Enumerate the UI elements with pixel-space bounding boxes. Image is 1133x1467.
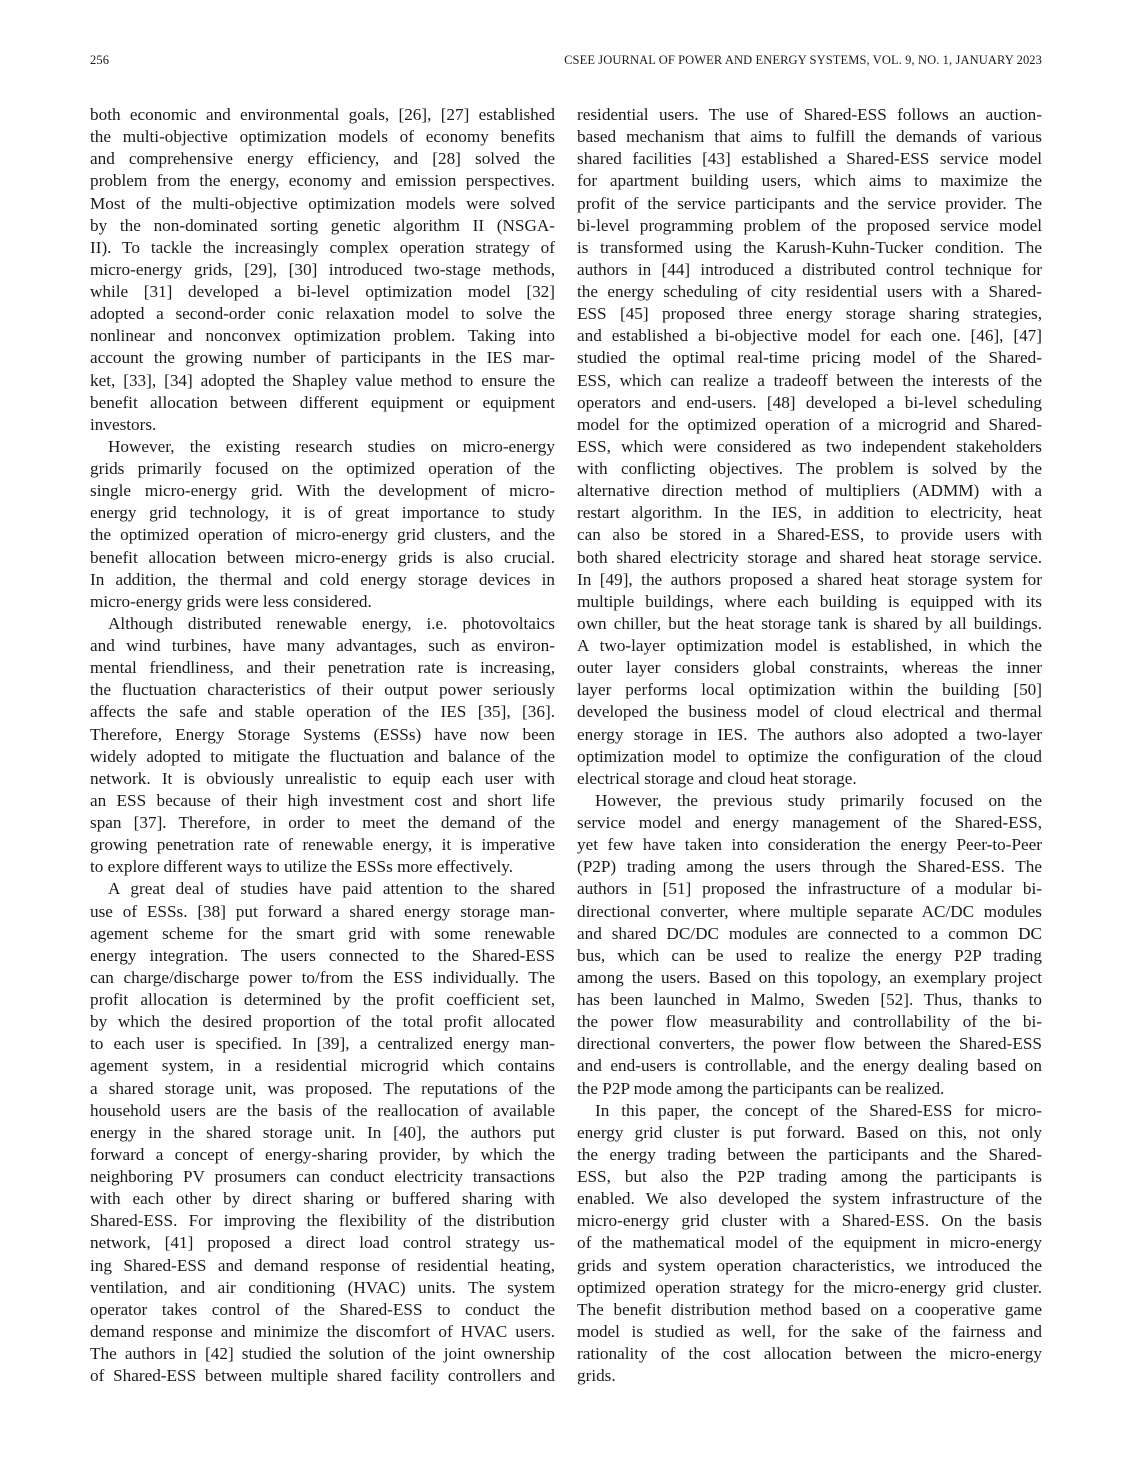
text-line: of Shared-ESS between multiple shared facility controllers and: [90, 1366, 555, 1386]
text-line: (P2P) trading among the users through the Shared-ESS. The: [577, 857, 1042, 877]
text-line: Shared-ESS. For improving the flexibility of the distribution: [90, 1211, 555, 1231]
text-line: bus, which can be used to realize the energy P2P trading: [577, 945, 1042, 965]
text-line: The authors in [42] studied the solution of the joint ownership: [90, 1344, 555, 1363]
text-line: profit of the service participants and the service provider. The: [577, 193, 1042, 213]
paragraph: [90, 878, 555, 1387]
text-line: the power flow measurability and controllability of the bi-: [577, 1012, 1042, 1032]
text-line: benefit allocation between micro-energy grids is also crucial.: [90, 547, 555, 567]
text-line: Therefore, Energy Storage Systems (ESSs) have now been: [90, 724, 555, 744]
text-line: agement scheme for the smart grid with some renewable: [90, 923, 555, 943]
text-line: to each user is specified. In [39], a centralized energy man-: [90, 1034, 555, 1054]
text-line: mental friendliness, and their penetration rate is increasing,: [90, 658, 555, 678]
text-line: authors in [44] introduced a distributed control technique for: [577, 259, 1042, 279]
text-line: directional converters, the power flow between the Shared-ESS: [577, 1034, 1042, 1054]
text-line: energy integration. The users connected to the Shared-ESS: [90, 945, 555, 965]
text-line: layer performs local optimization within the building [50]: [577, 680, 1042, 700]
text-line: shared facilities [43] established a Shared-ESS service model: [577, 149, 1042, 169]
paragraph: [577, 790, 1042, 1100]
text-line: grids primarily focused on the optimized operation of the: [90, 459, 555, 478]
text-line: ESS, which can realize a tradeoff between the interests of the: [577, 370, 1042, 390]
text-line: However, the existing research studies on micro-energy: [108, 436, 555, 456]
text-line: enabled. We also developed the system infrastructure of the: [577, 1189, 1042, 1209]
text-line: and end-users is controllable, and the energy dealing based on: [577, 1056, 1042, 1076]
text-line: of the mathematical model of the equipment in micro-energy: [577, 1233, 1042, 1253]
text-line: the energy trading between the participants and the Shared-: [577, 1144, 1042, 1164]
text-line: by which the desired proportion of the total profit allocated: [90, 1012, 555, 1032]
text-line: has been launched in Malmo, Sweden [52]. Thus, thanks to: [577, 990, 1042, 1009]
text-line: the energy scheduling of city residential users with a Shared-: [577, 282, 1042, 301]
right-column: [577, 104, 1042, 1387]
text-line: optimized operation strategy for the micro-energy grid cluster.: [577, 1277, 1042, 1297]
paragraph: [90, 104, 555, 436]
text-line: the P2P mode among the participants can be realized.: [577, 1078, 945, 1098]
text-line: ESS [45] proposed three energy storage sharing strategies,: [577, 304, 1042, 324]
text-line: an ESS because of their high investment cost and short life: [90, 790, 555, 810]
text-line: network. It is obviously unrealistic to equip each user with: [90, 768, 555, 788]
text-line: grids and system operation characteristics, we introduced the: [577, 1255, 1042, 1275]
paragraph: [577, 1100, 1042, 1388]
text-line: rationality of the cost allocation between the micro-energy: [577, 1344, 1042, 1363]
text-line: demand response and minimize the discomfort of HVAC users.: [90, 1321, 555, 1341]
paragraph: [90, 613, 555, 879]
text-line: micro-energy grids, [29], [30] introduced two-stage methods,: [90, 259, 555, 279]
text-line: In this paper, the concept of the Shared-ESS for micro-: [595, 1100, 1042, 1120]
text-line: benefit allocation between different equipment or equipment: [90, 392, 555, 412]
text-line: service model and energy management of the Shared-ESS,: [577, 813, 1042, 832]
text-line: both shared electricity storage and shared heat storage service.: [577, 547, 1042, 567]
text-line: with conflicting objectives. The problem is solved by the: [577, 459, 1042, 478]
text-line: affects the safe and stable operation of the IES [35], [36].: [90, 702, 555, 722]
text-line: and comprehensive energy efficiency, and [28] solved the: [90, 149, 555, 169]
text-line: agement system, in a residential microgrid which contains: [90, 1056, 555, 1076]
text-line: grids.: [577, 1366, 616, 1386]
text-line: for apartment building users, which aims to maximize the: [577, 171, 1042, 191]
text-line: neighboring PV prosumers can conduct electricity transactions: [90, 1167, 555, 1186]
text-line: multiple buildings, where each building is equipped with its: [577, 591, 1042, 611]
text-line: directional converter, where multiple separate AC/DC modules: [577, 901, 1042, 921]
text-line: by the non-dominated sorting genetic algorithm II (NSGA-: [90, 215, 555, 235]
text-line: ing Shared-ESS and demand response of residential heating,: [90, 1255, 555, 1275]
text-line: profit allocation is determined by the profit coefficient set,: [90, 990, 555, 1009]
text-line: while [31] developed a bi-level optimization model [32]: [90, 282, 555, 301]
left-column: [90, 104, 555, 1387]
text-line: the fluctuation characteristics of their output power seriously: [90, 680, 555, 700]
text-line: growing penetration rate of renewable energy, it is imperative: [90, 835, 555, 855]
text-line: developed the business model of cloud electrical and thermal: [577, 702, 1042, 722]
text-line: alternative direction method of multipliers (ADMM) with a: [577, 481, 1042, 501]
text-line: energy grid cluster is put forward. Based on this, not only: [577, 1122, 1042, 1142]
text-line: In [49], the authors proposed a shared heat storage system for: [577, 569, 1042, 589]
paragraph: [90, 436, 555, 613]
text-line: studied the optimal real-time pricing model of the Shared-: [577, 348, 1042, 368]
text-line: investors.: [90, 414, 157, 434]
text-line: electrical storage and cloud heat storage.: [577, 768, 857, 788]
text-line: household users are the basis of the reallocation of available: [90, 1100, 555, 1120]
text-line: operator takes control of the Shared-ESS to conduct the: [90, 1299, 555, 1319]
text-line: nonlinear and nonconvex optimization problem. Taking into: [90, 326, 555, 346]
text-line: optimization model to optimize the configuration of the cloud: [577, 746, 1042, 766]
text-line: network, [41] proposed a direct load control strategy us-: [90, 1233, 555, 1253]
text-line: Although distributed renewable energy, i.e. photovoltaics: [108, 613, 555, 633]
text-line: model for the optimized operation of a microgrid and Shared-: [577, 414, 1042, 434]
text-line: operators and end-users. [48] developed a bi-level scheduling: [577, 392, 1042, 412]
text-line: authors in [51] proposed the infrastructure of a modular bi-: [577, 879, 1042, 899]
text-line: II). To tackle the increasingly complex operation strategy of: [90, 237, 555, 257]
text-line: is transformed using the Karush-Kuhn-Tucker condition. The: [577, 237, 1042, 257]
text-line: A great deal of studies have paid attention to the shared: [108, 879, 555, 899]
text-line: with each other by direct sharing or buffered sharing with: [90, 1189, 555, 1209]
text-line: energy in the shared storage unit. In [40], the authors put: [90, 1122, 555, 1142]
text-line: restart algorithm. In the IES, in addition to electricity, heat: [577, 503, 1042, 523]
text-line: model is studied as well, for the sake of the fairness and: [577, 1321, 1042, 1341]
text-line: based mechanism that aims to fulfill the demands of various: [577, 127, 1042, 147]
text-line: ket, [33], [34] adopted the Shapley value method to ensure the: [90, 370, 555, 390]
text-line: outer layer considers global constraints, whereas the inner: [577, 658, 1042, 678]
text-line: In addition, the thermal and cold energy storage devices in: [90, 569, 555, 589]
text-line: energy grid technology, it is of great importance to study: [90, 503, 555, 523]
paragraph: [577, 104, 1042, 790]
text-line: micro-energy grids were less considered.: [90, 591, 372, 611]
text-line: residential users. The use of Shared-ESS follows an auction-: [577, 105, 1042, 124]
text-line: problem from the energy, economy and emission perspectives.: [90, 171, 555, 191]
text-line: the optimized operation of micro-energy grid clusters, and the: [90, 525, 555, 545]
text-line: A two-layer optimization model is established, in which the: [577, 636, 1042, 655]
text-line: span [37]. Therefore, in order to meet the demand of the: [90, 813, 555, 832]
text-line: and wind turbines, have many advantages, such as environ-: [90, 636, 555, 655]
text-line: both economic and environmental goals, [26], [27] established: [90, 105, 555, 124]
text-line: a shared storage unit, was proposed. The reputations of the: [90, 1078, 555, 1098]
text-line: micro-energy grid cluster with a Shared-ESS. On the basis: [577, 1211, 1042, 1231]
text-line: The benefit distribution method based on a cooperative game: [577, 1299, 1042, 1319]
text-line: own chiller, but the heat storage tank is shared by all buildings.: [577, 613, 1042, 633]
text-line: among the users. Based on this topology, an exemplary project: [577, 967, 1042, 987]
running-header: CSEE JOURNAL OF POWER AND ENERGY SYSTEMS, VOL. 9, NO. 1, JANUARY 2023: [564, 53, 1042, 67]
text-line: use of ESSs. [38] put forward a shared energy storage man-: [90, 901, 555, 921]
text-line: However, the previous study primarily focused on the: [595, 790, 1042, 810]
text-line: ventilation, and air conditioning (HVAC) units. The system: [90, 1277, 555, 1297]
text-line: to explore different ways to utilize the ESSs more effectively.: [90, 857, 514, 877]
text-line: the multi-objective optimization models of economy benefits: [90, 127, 555, 147]
text-line: ESS, but also the P2P trading among the participants is: [577, 1167, 1042, 1186]
text-line: Most of the multi-objective optimization models were solved: [90, 193, 555, 213]
text-line: single micro-energy grid. With the development of micro-: [90, 481, 555, 501]
text-line: energy storage in IES. The authors also adopted a two-layer: [577, 724, 1042, 744]
text-line: can also be stored in a Shared-ESS, to provide users with: [577, 525, 1042, 545]
text-line: and shared DC/DC modules are connected to a common DC: [577, 923, 1042, 943]
text-line: ESS, which were considered as two independent stakeholders: [577, 436, 1042, 456]
text-line: forward a concept of energy-sharing provider, by which the: [90, 1144, 555, 1164]
text-line: bi-level programming problem of the proposed service model: [577, 215, 1042, 235]
page-number: 256: [90, 53, 110, 67]
text-line: and established a bi-objective model for each one. [46], [47]: [577, 326, 1042, 346]
text-line: account the growing number of participants in the IES mar-: [90, 348, 555, 368]
text-line: can charge/discharge power to/from the ESS individually. The: [90, 967, 555, 987]
text-line: adopted a second-order conic relaxation model to solve the: [90, 304, 555, 324]
text-line: yet few have taken into consideration the energy Peer-to-Peer: [577, 835, 1042, 855]
text-line: widely adopted to mitigate the fluctuation and balance of the: [90, 746, 555, 766]
